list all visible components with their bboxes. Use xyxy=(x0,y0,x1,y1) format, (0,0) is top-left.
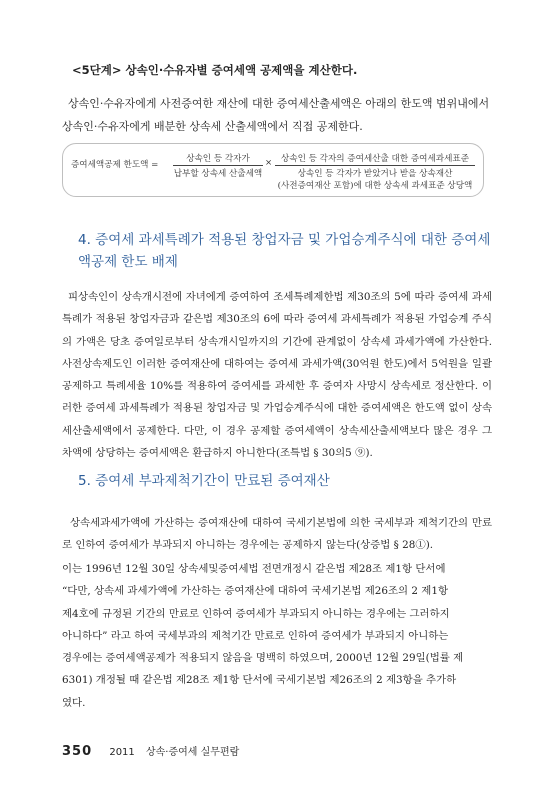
book-title: 상속·증여세 실무편람 xyxy=(145,747,240,758)
page-footer xyxy=(62,743,239,759)
paragraph-line: 경우에는 증여세액공제가 적용되지 않음을 명백히 하였으며, 2000년 12월 29일(법률 제 xyxy=(62,652,464,665)
fraction-2-denominator-line2: (사전증여재산 포함)에 대한 상속세 과세표준 상당액 xyxy=(277,181,473,191)
step-heading: <5단계> 상속인·수유자별 증여세액 공제액을 계산한다. xyxy=(72,63,358,77)
fraction-1-denominator: 납부할 상속세 산출세액 xyxy=(173,169,263,179)
book-year: 2011 xyxy=(109,747,135,758)
paragraph-line: 제4호에 규정된 기간의 만료로 인하여 증여세가 부과되지 아니하는 경우에는 그러하지 xyxy=(62,607,450,620)
formula-box xyxy=(62,143,484,197)
fraction-2-numerator: 상속인 등 각자의 증여세산출 대한 증여세과세표준 xyxy=(275,152,475,166)
paragraph-line: 아니하다” 라고 하여 국세부과의 제척기간 만료로 인하여 증여세가 부과되지 아니하는 xyxy=(62,629,449,642)
page-number: 350 xyxy=(62,744,93,759)
section-5-paragraph-2 xyxy=(62,558,492,714)
fraction-1-numerator: 상속인 등 각자가 xyxy=(173,152,263,166)
paragraph-line: 6301) 개정될 때 같은법 제28조 제1항 단서에 국세기본법 제26조의 2 제3항을 추가하 xyxy=(62,674,457,687)
paragraph-line: 이는 1996년 12월 30일 상속세및증여세법 전면개정시 같은법 제28조 제1항 단서에 xyxy=(62,563,446,575)
formula-fraction-2 xyxy=(275,152,475,191)
multiply-operator: × xyxy=(265,158,273,168)
section-5-paragraph-1: 상속세과세가액에 가산하는 증여재산에 대하여 국세기본법에 의한 국세부과 제척기간의 만료로 인하여 증여세가 부과되지 아니하는 경우에는 공제하지 않는다(상증법 § 28①). xyxy=(62,517,492,552)
section-4-title: 4. 증여세 과세특례가 적용된 창업자금 및 가업승계주식에 대한 증여세액공제 한도 배제 xyxy=(78,232,491,270)
formula-label: 증여세액공제 한도액 = xyxy=(71,160,159,170)
fraction-2-denominator-line1: 상속인 등 각자가 받았거나 받을 상속재산 xyxy=(297,169,453,179)
intro-paragraph: 상속인·수유자에게 사전증여한 재산에 대한 증여세산출세액은 아래의 한도액 범위내에서 상속인·수유자에게 배분한 상속세 산출세액에서 직접 공제한다. xyxy=(62,97,490,133)
paragraph-line: 였다. xyxy=(62,696,86,709)
section-5-title: 5. 증여세 부과제척기간이 만료된 증여재산 xyxy=(78,473,330,489)
paragraph-line: “다만, 상속세 과세가액에 가산하는 증여재산에 대하여 국세기본법 제26조의 2 제1항 xyxy=(62,585,448,598)
formula-fraction-1 xyxy=(173,152,263,179)
section-4-paragraph: 피상속인이 상속개시전에 자녀에게 증여하여 조세특례제한법 제30조의 5에 따라 증여세 과세특례가 적용된 창업자금과 같은법 제30조의 6에 따라 증여세 과세특례가 적용된 가업승계 주식의 가액은 당초 증여일로부터 상속개시일까지의 기간에 관계없이 상속세 과세가액에 가산한다. 사전상속제도인 이러한 증여재산에 대하여는 증여세 과세가액(30억원 한도)에서 5억원을 일괄공제하고 특례세율 10%를 적용하여 증여세를 과세한 후 증여자 사망시 상속세로 정산한다. 이러한 증여세 과세특례가 적용된 창업자금 및 가업승계주식에 대한 증여세액은 한도액 없이 상속세산출세액에서 공제한다. 다만, 이 경우 공제할 증여세액이 상속세산출세액보다 많은 경우 그 차액에 상당하는 증여세액은 환급하지 아니한다(조특법 § 30의5 ⑨). xyxy=(62,291,492,460)
